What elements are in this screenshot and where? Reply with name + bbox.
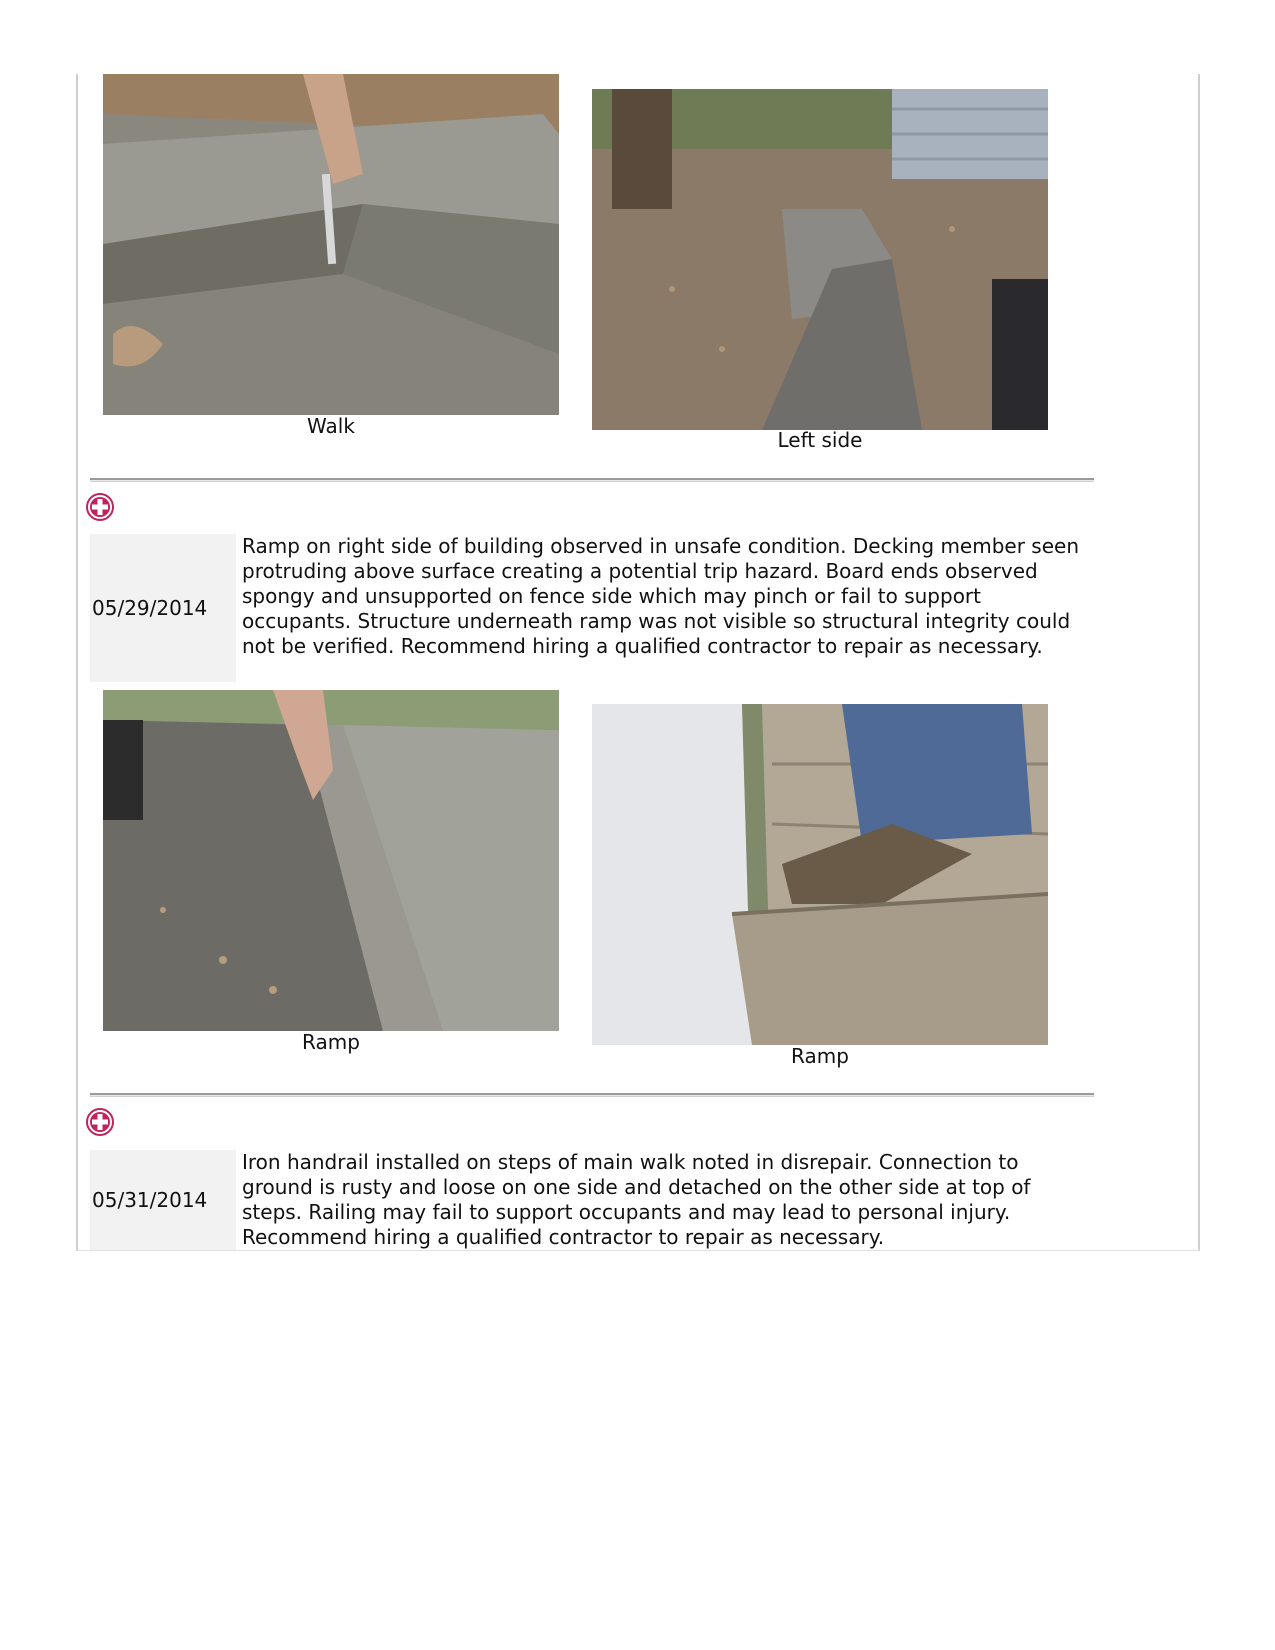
observation-date: 05/31/2014 bbox=[90, 1150, 236, 1250]
photo-caption: Walk bbox=[307, 414, 355, 438]
left-side-path-photo-icon bbox=[592, 89, 1048, 430]
observation-description: Iron handrail installed on steps of main walk noted in disrepair. Connection to ground is rusty and loose on one side and detached on the other side at top of steps. Railing may fail to support occupants and may lead to personal injury. Recommend hiring a qualified contractor to repair as necessary. bbox=[242, 1150, 1031, 1249]
photo-caption: Left side bbox=[777, 428, 863, 452]
ramp-photo-2[interactable] bbox=[592, 704, 1048, 1045]
photo-caption: Ramp bbox=[302, 1030, 360, 1054]
observation-description: Ramp on right side of building observed in unsafe condition. Decking member seen protruding above surface creating a potential trip hazard. Board ends observed spongy and unsupported on fence side which may pinch or fail to support occupants. Structure underneath ramp was not visible so structural integrity could not be verified. Recommend hiring a qualified contractor to repair as necessary. bbox=[242, 534, 1080, 658]
left-side-photo[interactable] bbox=[592, 89, 1048, 430]
safety-cross-icon bbox=[85, 1107, 115, 1137]
section-divider bbox=[90, 1093, 1094, 1097]
ramp-board-ends-photo-icon bbox=[592, 704, 1048, 1045]
photo-caption: Ramp bbox=[791, 1044, 849, 1068]
section-divider bbox=[90, 478, 1094, 482]
ramp-photo-1[interactable] bbox=[103, 690, 559, 1031]
ramp-decking-photo-icon bbox=[103, 690, 559, 1031]
walk-photo[interactable] bbox=[103, 74, 559, 415]
safety-cross-icon bbox=[85, 492, 115, 522]
observation-date: 05/29/2014 bbox=[90, 534, 236, 682]
walk-crack-photo-icon bbox=[103, 74, 559, 415]
